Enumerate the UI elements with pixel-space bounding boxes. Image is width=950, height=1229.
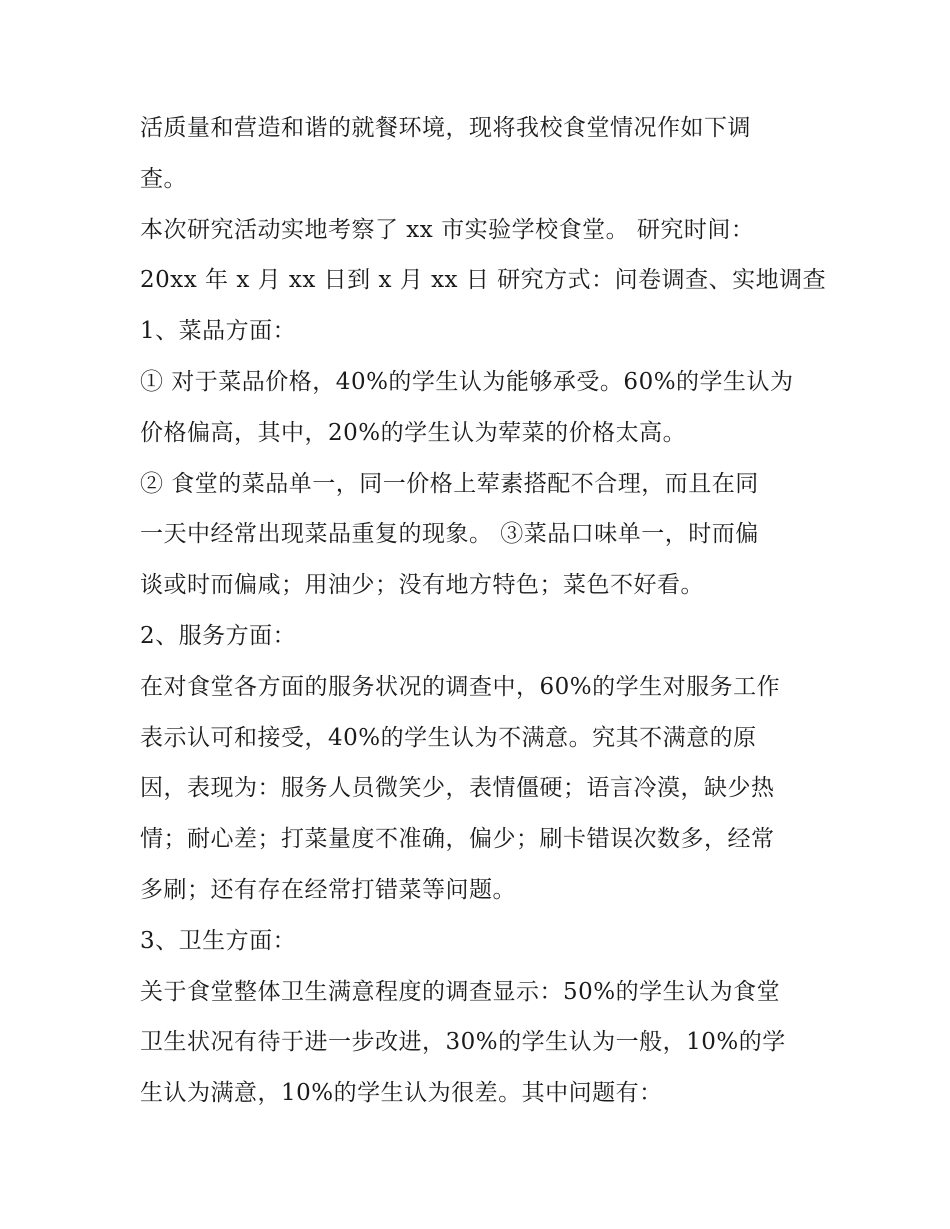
text-line: 活质量和营造和谐的就餐环境，现将我校食堂情况作如下调 [140,115,751,141]
text-line: 关于食堂整体卫生满意程度的调查显示：50%的学生认为食堂 [140,978,781,1005]
document-body [140,103,827,1119]
section-heading: 2、服务方面： [140,622,297,649]
section-heading: 3、卫生方面： [140,927,297,954]
text-line: 本次研究活动实地考察了 xx 市实验学校食堂。 研究时间： [140,216,755,243]
text-line: 谈或时而偏咸；用油少；没有地方特色；菜色不好看。 [140,572,704,599]
text-line: 价格偏高，其中，20%的学生认为荤菜的价格太高。 [140,419,687,446]
text-line: 卫生状况有待于进一步改进，30%的学生认为一般，10%的学 [140,1029,786,1056]
text-line: 20xx 年 x 月 xx 日到 x 月 xx 日 研究方式：问卷调查、实地调查 [140,267,827,294]
text-line: 在对食堂各方面的服务状况的调查中，60%的学生对服务工作 [140,673,781,700]
section-heading: 1、菜品方面： [140,318,297,345]
text-line: 查。 [140,165,187,192]
text-line: 因，表现为：服务人员微笑少，表情僵硬；语言冷漠，缺少热 [140,775,775,802]
text-line: 情；耐心差；打菜量度不准确，偏少；刷卡错误次数多，经常 [140,826,775,853]
text-line: 生认为满意，10%的学生认为很差。其中问题有： [140,1080,663,1107]
text-line: 一天中经常出现菜品重复的现象。 ③菜品口味单一，时而偏 [140,521,759,548]
text-line: ② 食堂的菜品单一，同一价格上荤素搭配不合理，而且在同 [140,470,759,497]
text-line: ① 对于菜品价格，40%的学生认为能够承受。60%的学生认为 [140,368,794,395]
text-line: 多刷；还有存在经常打错菜等问题。 [140,876,516,903]
text-line: 表示认可和接受，40%的学生认为不满意。究其不满意的原 [140,724,757,751]
